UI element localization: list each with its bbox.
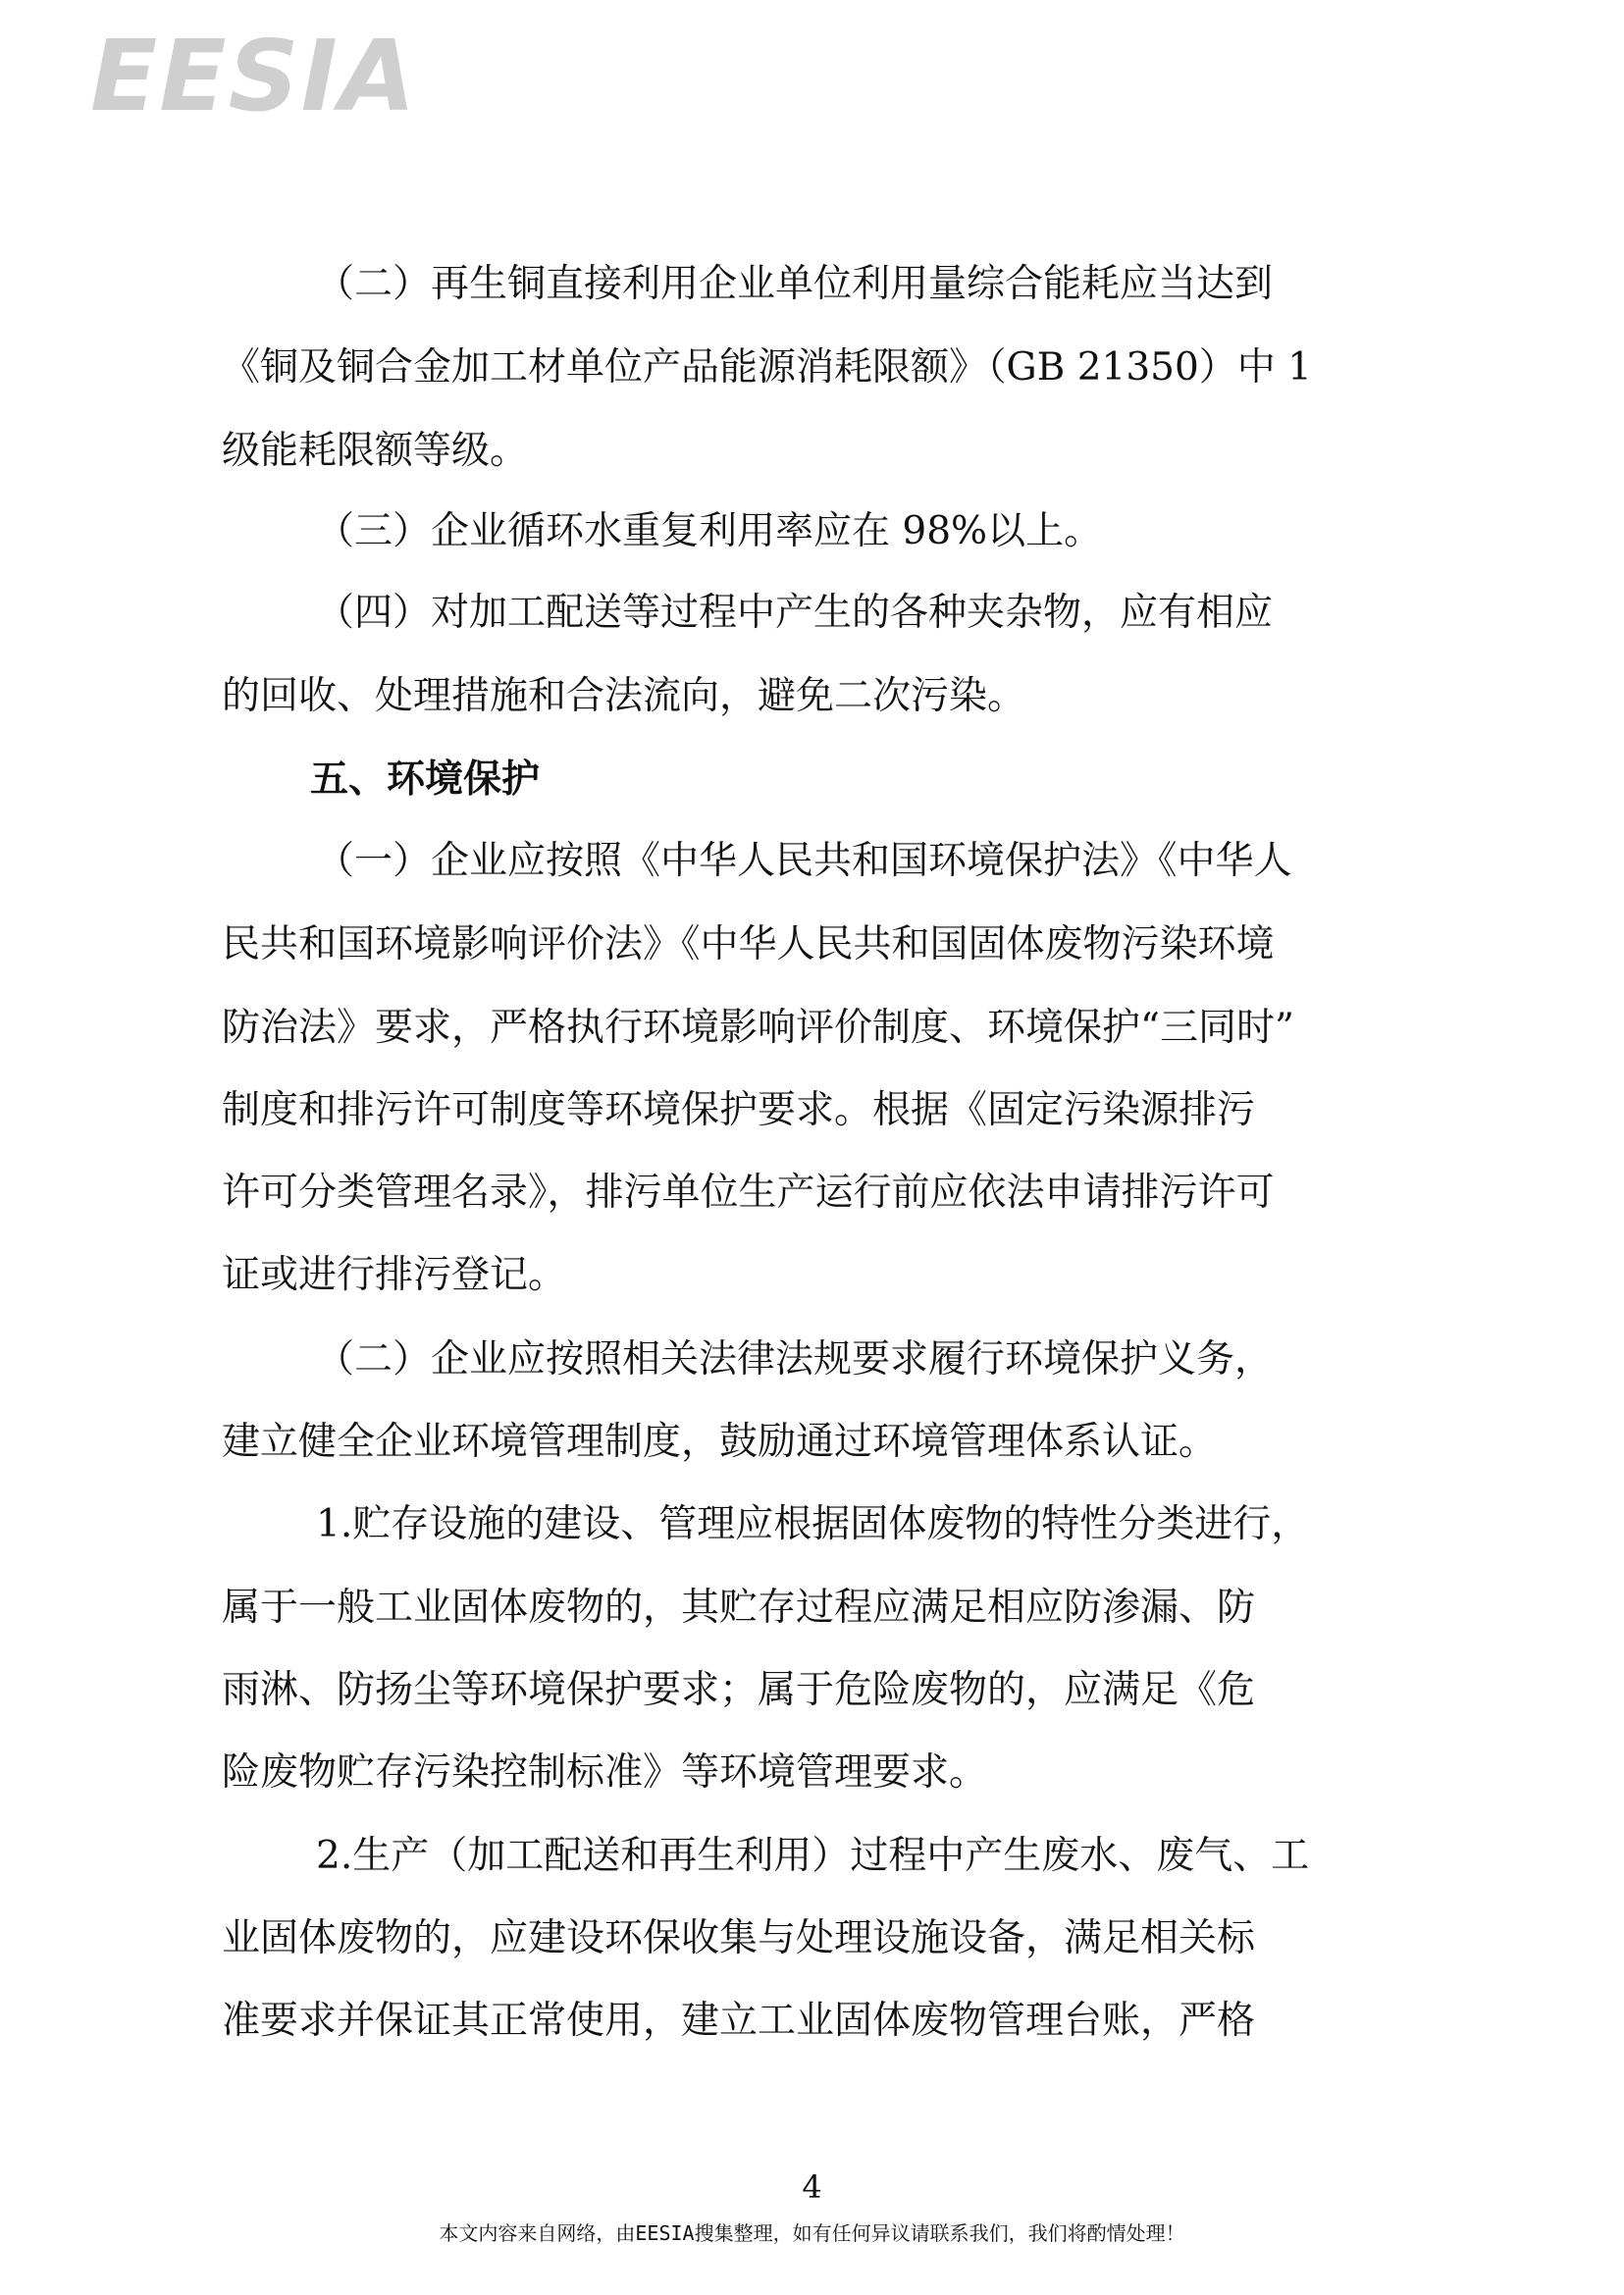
text-line: 险废物贮存污染控制标准》等环境管理要求。 <box>222 1750 988 1795</box>
text-line: 准要求并保证其正常使用，建立工业固体废物管理台账，严格 <box>222 1999 1256 2043</box>
text-line: 防治法》要求，严格执行环境影响评价制度、环境保护“三同时” <box>222 1006 1294 1050</box>
footer-disclaimer: 本文内容来自网络，由EESIA搜集整理，如有任何异议请联系我们，我们将酌情处理！ <box>439 2221 1185 2245</box>
text-line: （一）企业应按照《中华人民共和国环境保护法》《中华人 <box>316 839 1292 883</box>
section-heading: 五、环境保护 <box>310 757 541 802</box>
text-line: 属于一般工业固体废物的，其贮存过程应满足相应防渗漏、防 <box>222 1586 1256 1630</box>
text-line: 证或进行排污登记。 <box>222 1253 567 1297</box>
text-line: 许可分类管理名录》，排污单位生产运行前应依法申请排污许可 <box>222 1171 1275 1215</box>
text-line: （二）再生铜直接利用企业单位利用量综合能耗应当达到 <box>316 262 1274 306</box>
text-line: 建立健全企业环境管理制度，鼓励通过环境管理体系认证。 <box>222 1420 1218 1464</box>
text-line: 制度和排污许可制度等环境保护要求。根据《固定污染源排污 <box>222 1088 1256 1132</box>
text-line: （三）企业循环水重复利用率应在 98%以上。 <box>316 509 1103 553</box>
text-line: （四）对加工配送等过程中产生的各种夹杂物，应有相应 <box>316 591 1274 635</box>
text-line: 1.贮存设施的建设、管理应根据固体废物的特性分类进行， <box>316 1502 1310 1546</box>
text-line: 《铜及铜合金加工材单位产品能源消耗限额》（GB 21350）中 1 <box>222 345 1312 390</box>
page-number: 4 <box>802 2168 822 2206</box>
text-line: 民共和国环境影响评价法》《中华人民共和国固体废物污染环境 <box>222 922 1275 966</box>
text-line: 业固体废物的，应建设环保收集与处理设施设备，满足相关标 <box>222 1916 1256 1960</box>
text-line: 的回收、处理措施和合法流向，避免二次污染。 <box>222 674 1026 718</box>
eesia-logo: EESIA <box>90 19 418 133</box>
text-line: （二）企业应按照相关法律法规要求履行环境保护义务， <box>316 1337 1274 1382</box>
text-line: 级能耗限额等级。 <box>222 429 529 473</box>
text-line: 雨淋、防扬尘等环境保护要求；属于危险废物的，应满足《危 <box>222 1668 1256 1712</box>
text-line: 2.生产（加工配送和再生利用）过程中产生废水、废气、工 <box>316 1834 1310 1878</box>
